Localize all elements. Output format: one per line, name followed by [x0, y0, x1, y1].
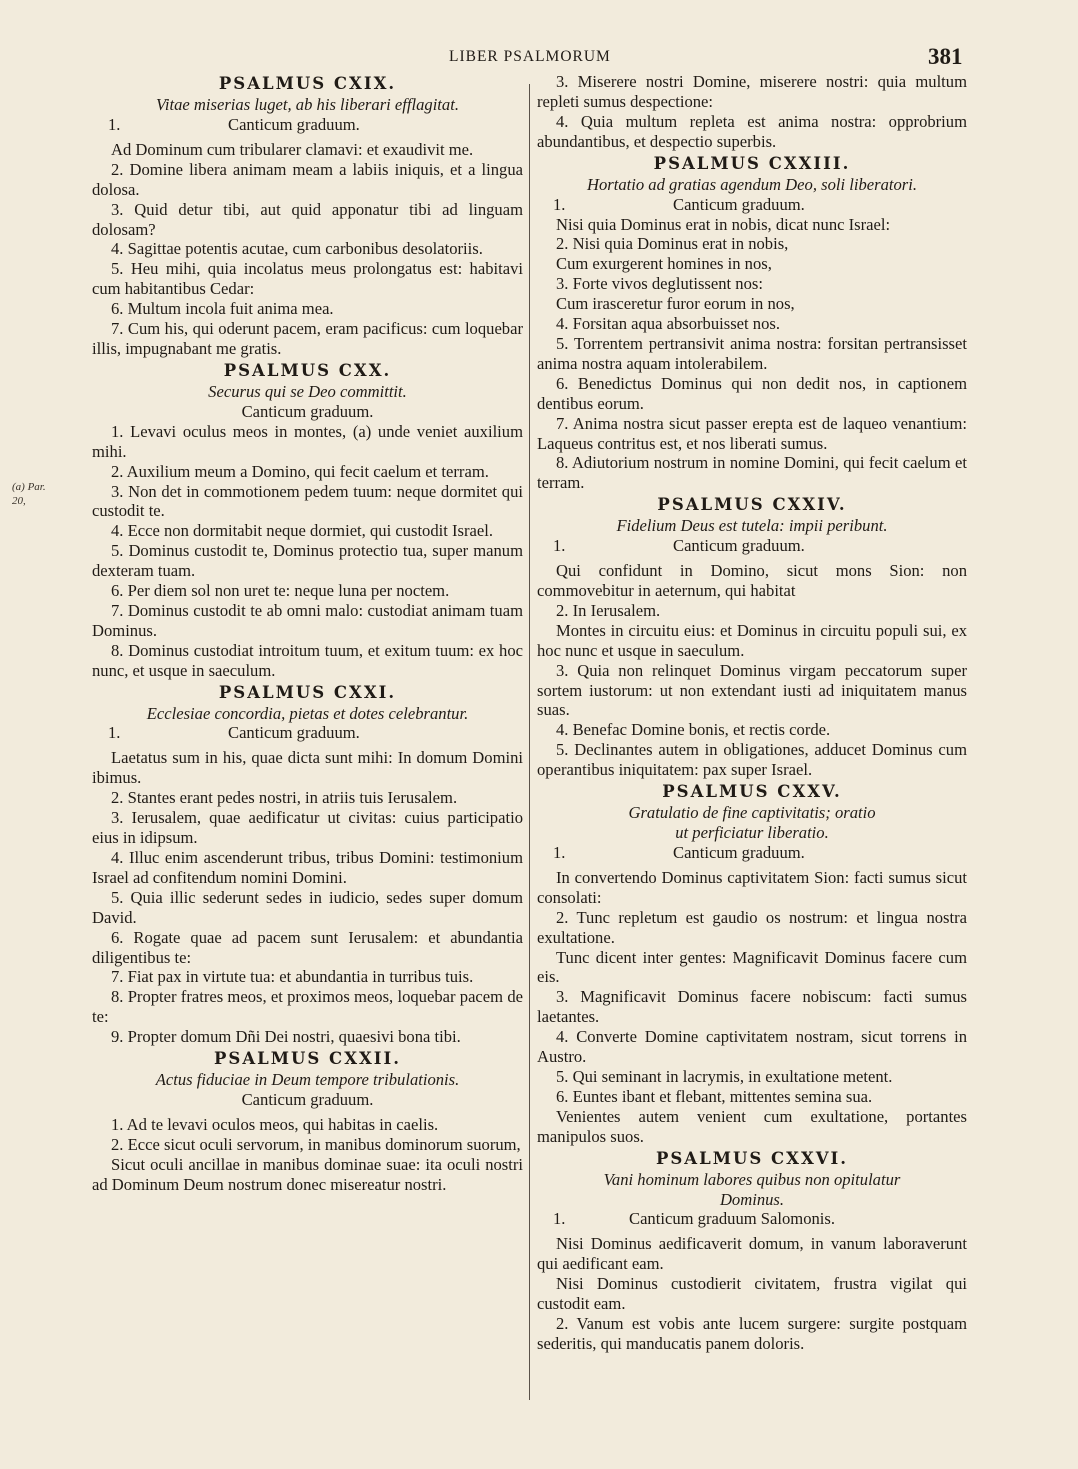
- canticum-label: Canticum graduum.: [241, 1089, 374, 1109]
- verse: 5. Qui seminant in lacrymis, in exultatione metent.: [556, 1066, 893, 1086]
- psalm-title: PSALMUS CXXV.: [662, 782, 842, 802]
- verse: 7. Cum his, qui oderunt pacem, eram pacificus: cum loquebar illis, impugnabant me gratis.: [92, 319, 523, 358]
- psalm-summary: Fidelium Deus est tutela: impii peribunt.: [616, 516, 888, 536]
- verse: Cum irasceretur furor eorum in nos,: [556, 294, 795, 314]
- canticum-line: [537, 195, 967, 215]
- psalm-122: [92, 1048, 523, 1195]
- psalm-120: [92, 360, 523, 681]
- verse: 6. Rogate quae ad pacem sunt Ierusalem: et abundantia diligentibus te:: [92, 927, 523, 967]
- marginal-note-verse: 20,: [12, 495, 26, 507]
- psalm-summary: Vitae miserias luget, ab his liberari efflagitat.: [156, 95, 459, 114]
- verse: 8. Dominus custodiat introitum tuum, et exitum tuum: ex hoc nunc, et usque in saeculum.: [92, 640, 523, 680]
- verse: 9. Propter domum Dñi Dei nostri, quaesivi bona tibi.: [111, 1027, 461, 1047]
- marginal-note-ref: (a) Par.: [12, 481, 46, 493]
- page-header: [0, 44, 1078, 72]
- psalm-title: PSALMUS CXXII.: [214, 1049, 401, 1069]
- psalm-title: PSALMUS CXXVI.: [655, 1148, 849, 1168]
- psalm-119: [92, 73, 523, 359]
- verse-number: 1.: [553, 1209, 566, 1229]
- verse: 3. Quid detur tibi, aut quid apponatur tibi ad linguam dolosam?: [92, 199, 523, 239]
- canticum-label: Canticum graduum.: [228, 114, 360, 134]
- verse: 5. Torrentem pertransivit anima nostra: forsitan pertransisset anima nostra aquam intolerabilem.: [537, 333, 967, 373]
- verse: 2. Vanum est vobis ante lucem surgere: surgite postquam sederitis, qui manducatis panem doloris.: [537, 1314, 967, 1353]
- verse: 6. Benedictus Dominus qui non dedit nos, in captionem dentibus eorum.: [537, 373, 967, 413]
- canticum-label: Canticum graduum.: [673, 536, 805, 556]
- verse-number: 1.: [553, 194, 566, 214]
- psalm-summary: Actus fiduciae in Deum tempore tribulationis.: [155, 1070, 460, 1090]
- verse: 6. Per diem sol non uret te: neque luna per noctem.: [111, 581, 450, 601]
- verse: 3. Miserere nostri Domine, miserere nostri: quia multum repleti sumus despectione:: [537, 72, 967, 111]
- verse: Sicut oculi ancillae in manibus dominae suae: ita oculi nostri ad Dominum Deum nostrum donec misereatur nostri.: [92, 1154, 523, 1194]
- verse: Nisi Dominus custodierit civitatem, frustra vigilat qui custodit eam.: [537, 1274, 967, 1314]
- verse: 6. Euntes ibant et flebant, mittentes semina sua.: [556, 1086, 873, 1106]
- page-number: 381: [928, 44, 963, 69]
- verse: 7. Anima nostra sicut passer erepta est de laqueo venantium: Laqueus contritus est, et nos liberati sumus.: [537, 413, 967, 453]
- verse: 2. Ecce sicut oculi servorum, in manibus dominorum suorum,: [111, 1134, 521, 1154]
- verse: 4. Sagittae potentis acutae, cum carbonibus desolatoriis.: [111, 239, 483, 259]
- verse: 2. Domine libera animam meam a labiis iniquis, et a lingua dolosa.: [92, 159, 523, 199]
- verse: 5. Heu mihi, quia incolatus meus prolongatus est: habitavi cum habitantibus Cedar:: [92, 259, 523, 299]
- verse: 4. Quia multum repleta est anima nostra: opprobrium abundantibus, et despectio superbis.: [537, 111, 967, 151]
- verse-number: 1.: [108, 723, 121, 743]
- psalm-title: PSALMUS CXX.: [223, 360, 392, 380]
- psalm-summary: Hortatio ad gratias agendum Deo, soli liberatori.: [586, 174, 918, 194]
- canticum-line: [92, 402, 523, 422]
- canticum-line: [92, 1090, 523, 1110]
- canticum-line: [537, 536, 967, 556]
- psalm-title: PSALMUS CXIX.: [218, 74, 397, 93]
- psalm-summary: Securus qui se Deo committit.: [208, 381, 407, 401]
- verse: 2. Nisi quia Dominus erat in nobis,: [556, 234, 789, 254]
- verse: 3. Forte vivos deglutissent nos:: [556, 274, 763, 294]
- psalm-summary: Vani hominum labores quibus non opitulatur: [603, 1169, 901, 1189]
- psalm-title: PSALMUS CXXIV.: [657, 495, 847, 515]
- psalm-125: [537, 781, 967, 1147]
- canticum-label: Canticum graduum.: [673, 842, 805, 862]
- psalm-summary: ut perficiatur liberatio.: [675, 823, 829, 842]
- psalm-summary: Dominus.: [719, 1189, 785, 1209]
- left-column: [92, 72, 523, 1195]
- canticum-line: [537, 1209, 967, 1229]
- canticum-line: [537, 843, 967, 863]
- running-title: LIBER PSALMORUM: [449, 48, 611, 65]
- verse: 4. Benefac Domine bonis, et rectis corde.: [556, 720, 831, 740]
- psalm-title: PSALMUS CXXIII.: [653, 153, 851, 173]
- canticum-label: Canticum graduum Salomonis.: [629, 1209, 836, 1229]
- verse: 1. Ad te levavi oculos meos, qui habitas in caelis.: [111, 1114, 439, 1134]
- verse: 3. Quia non relinquet Dominus virgam peccatorum super sortem iustorum: ut non extendant iusti ad iniquitatem manus suas.: [537, 660, 967, 720]
- verse: Venientes autem venient cum exultatione, portantes manipulos suos.: [537, 1106, 967, 1146]
- canticum-line: [92, 723, 523, 743]
- verse: 4. Illuc enim ascenderunt tribus, tribus Domini: testimonium Israel ad confitendum nomini Domini.: [92, 848, 523, 887]
- psalm-summary: Gratulatio de fine captivitatis; oratio: [628, 803, 876, 823]
- psalm-title: PSALMUS CXXI.: [218, 682, 397, 702]
- verse: 7. Fiat pax in virtute tua: et abundantia in turribus tuis.: [111, 967, 474, 987]
- verse: Montes in circuitu eius: et Dominus in circuitu populi sui, ex hoc nunc et usque in saeculum.: [537, 620, 967, 660]
- verse: 2. Auxilium meum a Domino, qui fecit caelum et terram.: [111, 461, 489, 481]
- verse: 6. Multum incola fuit anima mea.: [111, 299, 334, 319]
- canticum-line: [92, 115, 523, 135]
- psalm-126: [537, 1148, 967, 1354]
- verse: 5. Quia illic sederunt sedes in iudicio, sedes super domum David.: [92, 887, 523, 927]
- verse: In convertendo Dominus captivitatem Sion: facti sumus sicut consolati:: [537, 867, 967, 907]
- canticum-label: Canticum graduum.: [228, 723, 360, 743]
- psalm-123: [537, 153, 967, 494]
- footnote-ref: (a): [352, 421, 372, 441]
- verse: 5. Declinantes autem in obligationes, adducet Dominus cum operantibus iniquitatem: pax super Israel.: [537, 740, 967, 780]
- verse: Ad Dominum cum tribularer clamavi: et exaudivit me.: [111, 139, 474, 159]
- psalm-121: [92, 682, 523, 1048]
- column-divider: [529, 84, 530, 1400]
- verse: 1. Levavi oculus meos in montes, (a) unde veniet auxilium mihi.: [92, 421, 523, 461]
- verse: Laetatus sum in his, quae dicta sunt mihi: In domum Domini ibimus.: [92, 748, 523, 788]
- psalm-124: [537, 494, 967, 780]
- right-column: [537, 72, 967, 1354]
- marginal-note: [12, 480, 46, 508]
- verse-number: 1.: [108, 114, 121, 134]
- verse: 8. Propter fratres meos, et proximos meos, loquebar pacem de te:: [92, 987, 523, 1027]
- canticum-label: Canticum graduum.: [241, 401, 374, 421]
- verse: 8. Adiutorium nostrum in nomine Domini, qui fecit caelum et terram.: [537, 453, 967, 493]
- verse: Tunc dicent inter gentes: Magnificavit Dominus facere cum eis.: [537, 947, 967, 987]
- verse: 3. Non det in commotionem pedem tuum: neque dormitet qui custodit te.: [92, 481, 523, 521]
- canticum-label: Canticum graduum.: [673, 194, 805, 214]
- verse: 4. Forsitan aqua absorbuisset nos.: [556, 314, 780, 334]
- verse-number: 1.: [553, 536, 566, 556]
- verse: 3. Ierusalem, quae aedificatur ut civitas: cuius participatio eius in idipsum.: [92, 808, 523, 848]
- verse: 4. Ecce non dormitabit neque dormiet, qui custodit Israel.: [111, 521, 494, 541]
- verse: 2. Stantes erant pedes nostri, in atriis tuis Ierusalem.: [111, 788, 458, 808]
- psalm-122-continued: [537, 72, 967, 152]
- verse: 5. Dominus custodit te, Dominus protectio tua, super manum dexteram tuam.: [92, 541, 523, 581]
- verse: 4. Converte Domine captivitatem nostram, sicut torrens in Austro.: [537, 1027, 967, 1067]
- verse: 2. In Ierusalem.: [556, 600, 661, 620]
- verse: Nisi quia Dominus erat in nobis, dicat nunc Israel:: [556, 214, 891, 234]
- verse: Qui confidunt in Domino, sicut mons Sion: non commovebitur in aeternum, qui habitat: [537, 561, 967, 601]
- verse-number: 1.: [553, 842, 566, 862]
- verse: 2. Tunc repletum est gaudio os nostrum: et lingua nostra exultatione.: [537, 907, 967, 947]
- verse: 3. Magnificavit Dominus facere nobiscum: facti sumus laetantes.: [537, 987, 967, 1027]
- psalm-summary: Ecclesiae concordia, pietas et dotes celebrantur.: [146, 703, 469, 723]
- verse: 7. Dominus custodit te ab omni malo: custodiat animam tuam Dominus.: [92, 600, 523, 640]
- verse: Cum exurgerent homines in nos,: [556, 254, 772, 274]
- verse: Nisi Dominus aedificaverit domum, in vanum laboraverunt qui aedificant eam.: [537, 1234, 967, 1274]
